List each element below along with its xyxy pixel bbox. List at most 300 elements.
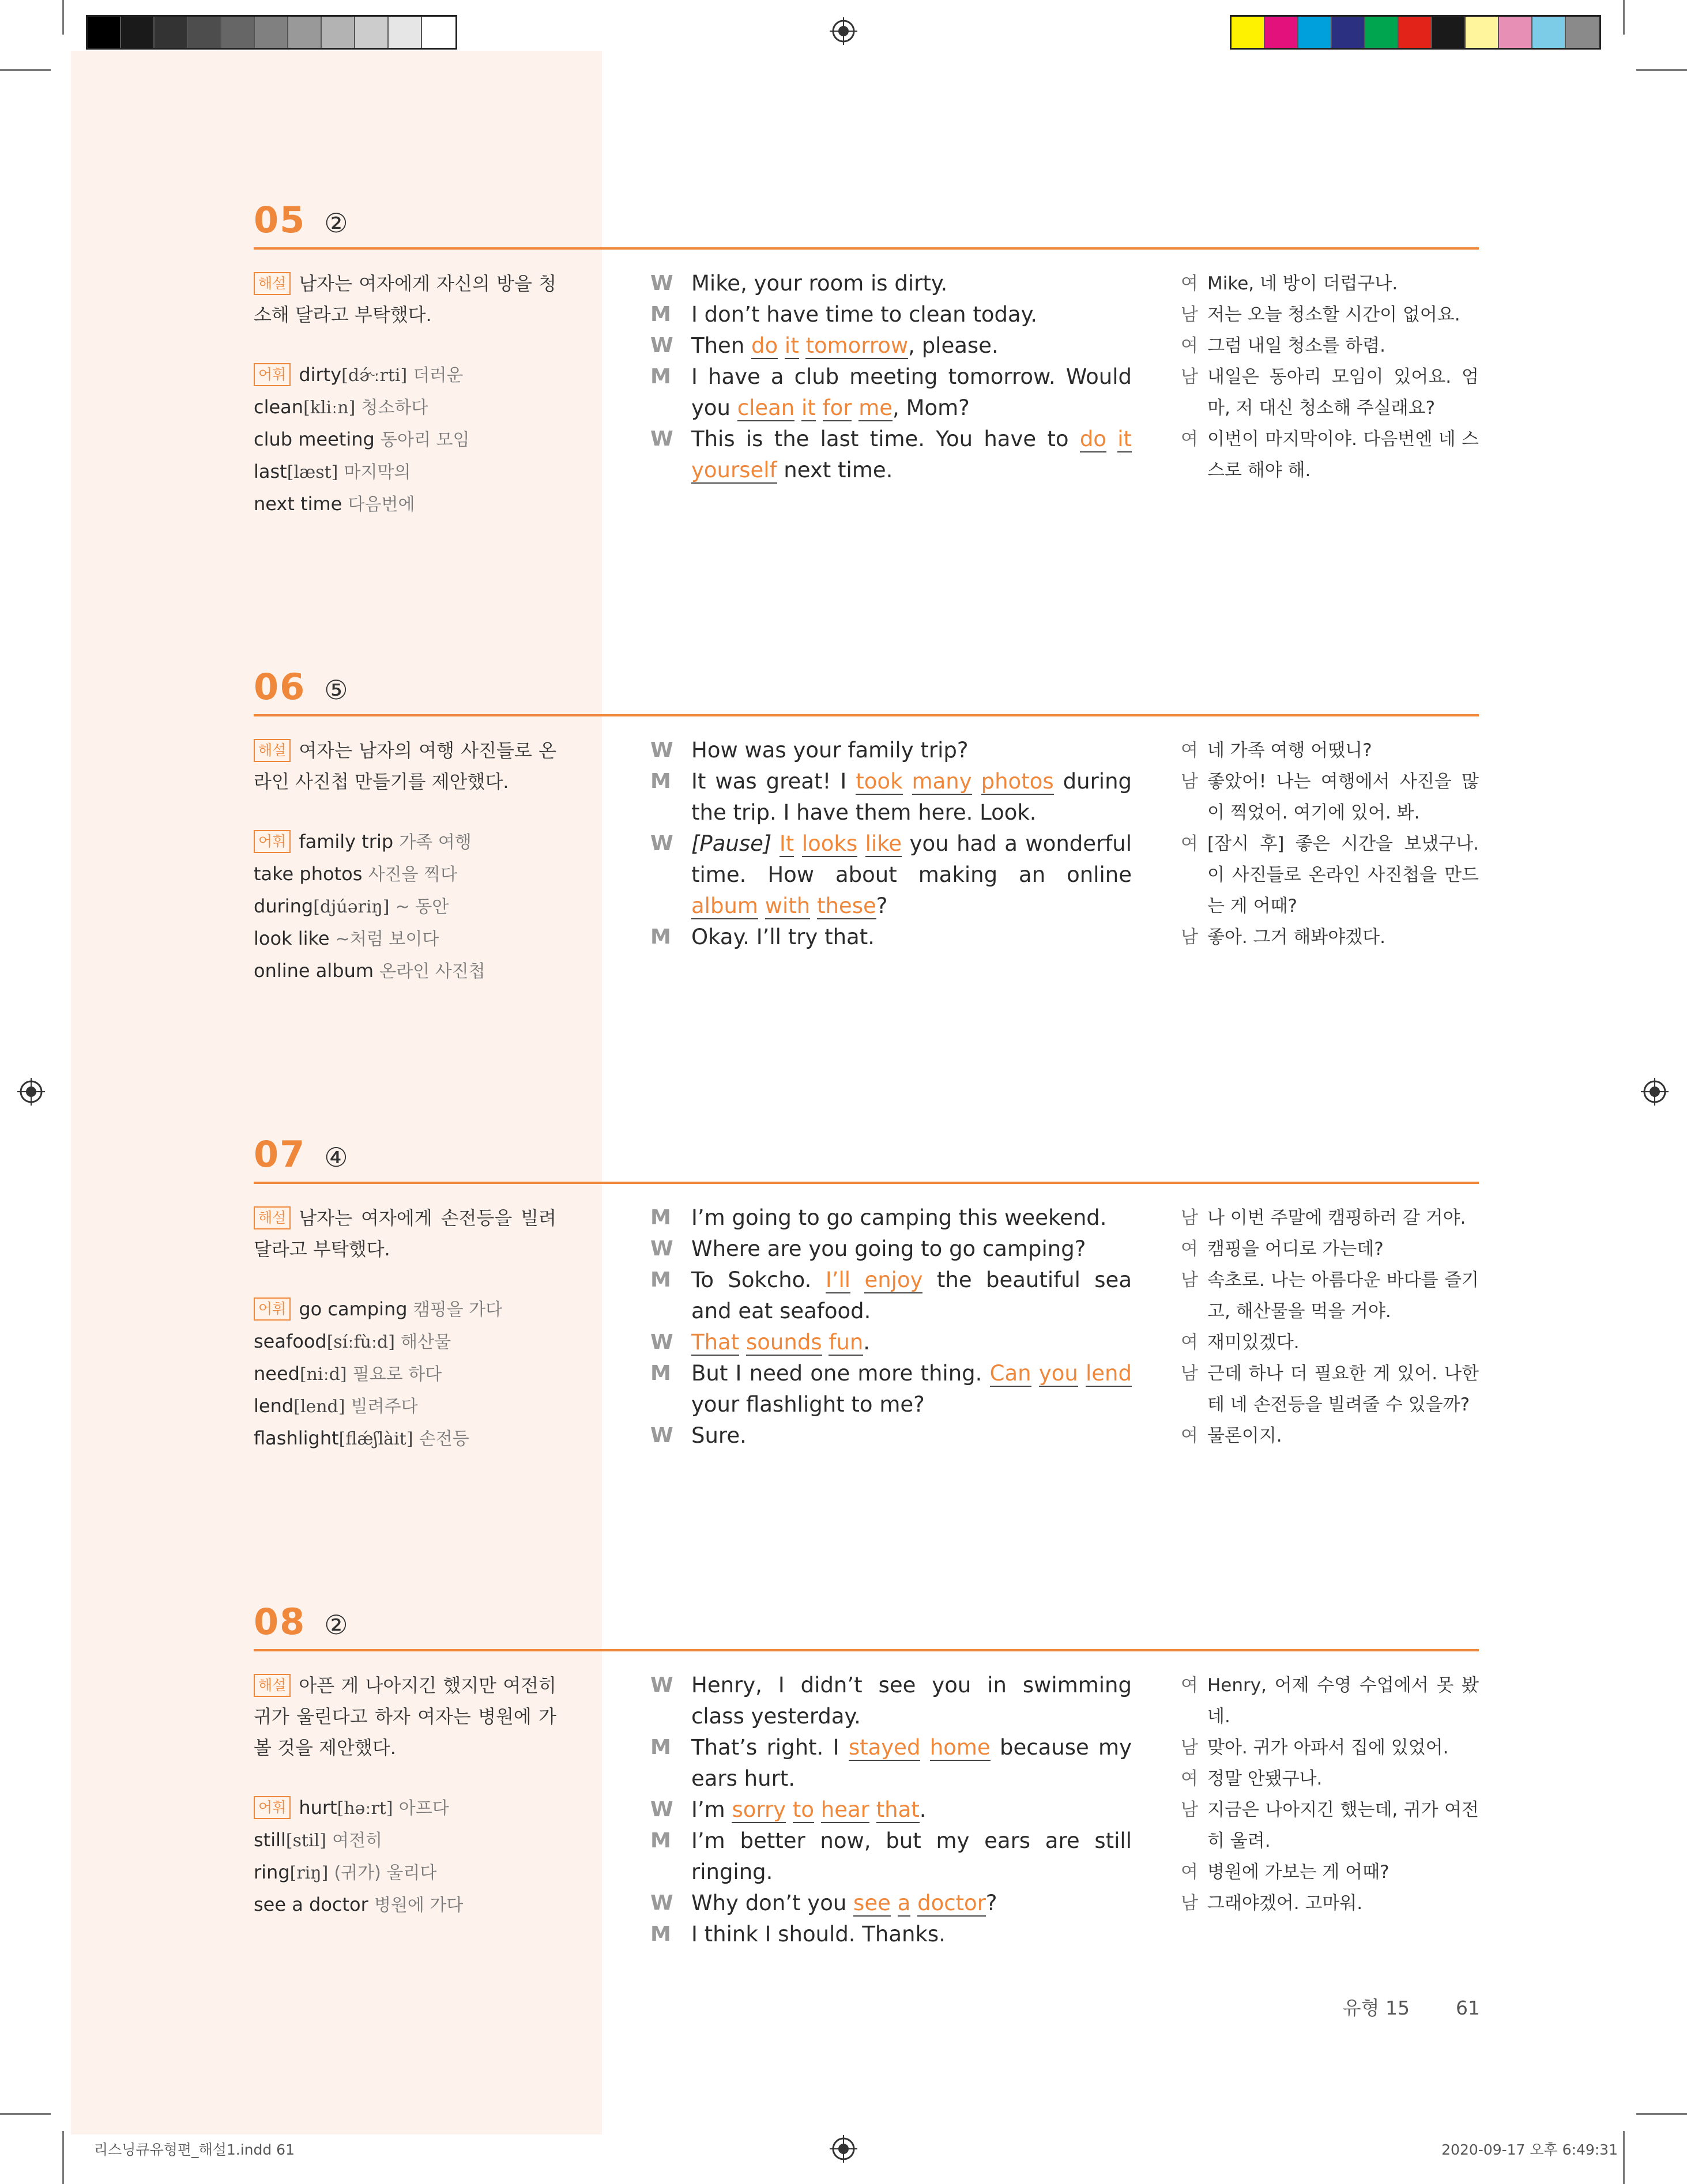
explanation-text: 남자는 여자에게 손전등을 빌려 달라고 부탁했다. — [254, 1207, 556, 1260]
translation-text: 내일은 동아리 모임이 있어요. 엄마, 저 대신 청소해 주실래요? — [1207, 367, 1479, 418]
answer-blank-word: that — [876, 1797, 920, 1822]
dialogue-line — [650, 1358, 1132, 1420]
speaker-label: W — [650, 832, 673, 855]
speaker-label: 남 — [1181, 1800, 1198, 1820]
explanation-block — [254, 1202, 556, 1455]
translation-text: 그럼 내일 청소를 하렴. — [1207, 335, 1385, 356]
dialogue-text: I’m better now, but my ears are still ringing. — [691, 1828, 1132, 1884]
speaker-label: 여 — [1181, 1332, 1198, 1353]
vocab-word: take photos — [254, 863, 363, 885]
vocab-item — [254, 1889, 556, 1921]
vocab-item — [254, 1792, 556, 1824]
color-swatch — [389, 17, 422, 48]
answer-blank-word: a — [897, 1891, 911, 1915]
file-slug: 리스닝큐유형편_해설1.indd 61 — [94, 2141, 295, 2158]
speaker-label: 여 — [1181, 1768, 1198, 1789]
answer-blank-word: do — [751, 333, 778, 358]
translation-line — [1181, 922, 1479, 953]
dialogue-text: I’m going to go camping this weekend. — [691, 1205, 1107, 1230]
question-header — [254, 1133, 348, 1175]
explanation-text: 남자는 여자에게 자신의 방을 청소해 달라고 부탁했다. — [254, 273, 556, 326]
color-swatch — [1298, 17, 1332, 48]
translation-line — [1181, 1234, 1479, 1265]
vocab-word: flashlight — [254, 1427, 339, 1449]
speaker-label: M — [650, 925, 671, 949]
speaker-label: 여 — [1181, 1675, 1198, 1696]
explanation-text: 여자는 남자의 여행 사진들로 온라인 사진첩 만들기를 제안했다. — [254, 740, 556, 793]
dialogue-script — [650, 735, 1132, 953]
translation-text: 나 이번 주말에 캠핑하러 갈 거야. — [1207, 1208, 1466, 1228]
speaker-label: 남 — [1181, 1737, 1198, 1758]
speaker-label: 남 — [1181, 771, 1198, 792]
vocab-item — [254, 359, 556, 391]
vocab-meaning: 여전히 — [332, 1831, 383, 1851]
vocab-item — [254, 858, 556, 891]
speaker-label: 남 — [1181, 304, 1198, 325]
explanation-tag: 해설 — [254, 739, 291, 762]
grayscale-color-bar — [86, 15, 457, 50]
question-header — [254, 666, 348, 708]
translation-line — [1181, 735, 1479, 766]
vocab-meaning: 해산물 — [401, 1332, 451, 1352]
speaker-label: W — [650, 738, 673, 762]
section-divider — [254, 247, 1479, 250]
speaker-label: 여 — [1181, 429, 1198, 450]
dialogue-line — [650, 330, 1132, 361]
vocab-word: hurt — [299, 1797, 337, 1819]
dialogue-text: [Pause] It looks like you had a wonderful time. How about making an online album with these? — [691, 831, 1132, 918]
answer-blank-word: photos — [981, 769, 1054, 794]
dialogue-line — [650, 299, 1132, 330]
translation-text: 그래야겠어. 고마워. — [1207, 1893, 1363, 1914]
question-header — [254, 199, 348, 241]
translation-line — [1181, 1420, 1479, 1451]
answer-blank-word: album — [691, 893, 758, 918]
korean-translation — [1181, 1202, 1479, 1451]
section-divider — [254, 1649, 1479, 1651]
translation-text: 근데 하나 더 필요한 게 있어. 나한테 네 손전등을 빌려줄 수 있을까? — [1207, 1363, 1479, 1415]
vocab-phonetic: [læst] — [287, 462, 338, 482]
vocab-item — [254, 1423, 556, 1455]
question-number: 08 — [254, 1601, 306, 1643]
vocab-phonetic: [riŋ] — [289, 1863, 329, 1883]
answer-blank-word: home — [929, 1735, 991, 1760]
question-number: 05 — [254, 199, 306, 241]
vocab-meaning: 사진을 찍다 — [368, 865, 457, 885]
speaker-label: M — [650, 1922, 671, 1946]
speaker-label: M — [650, 770, 671, 793]
dialogue-text: I don’t have time to clean today. — [691, 302, 1038, 327]
answer-blank-word: It — [779, 831, 794, 856]
vocab-meaning: 아프다 — [398, 1798, 449, 1819]
speaker-label: 여 — [1181, 1239, 1198, 1259]
vocab-tag: 어휘 — [254, 830, 291, 853]
dialogue-text: Then do it tomorrow, please. — [691, 333, 999, 358]
dialogue-line — [650, 1794, 1132, 1825]
speaker-label: 남 — [1181, 927, 1198, 948]
translation-line — [1181, 1732, 1479, 1763]
explanation-tag: 해설 — [254, 1206, 291, 1229]
color-swatch — [322, 17, 355, 48]
translation-line — [1181, 1794, 1479, 1857]
registration-mark-icon — [17, 1078, 45, 1106]
speaker-label: 남 — [1181, 367, 1198, 387]
korean-translation — [1181, 268, 1479, 486]
dialogue-text: Mike, your room is dirty. — [691, 271, 948, 296]
vocab-word: next time — [254, 493, 342, 515]
translation-text: 좋아. 그거 해봐야겠다. — [1207, 927, 1385, 948]
vocab-phonetic: [stil] — [285, 1831, 326, 1851]
color-swatch — [355, 17, 389, 48]
vocab-list — [254, 359, 556, 520]
answer-blank-word: to — [792, 1797, 814, 1822]
translation-line — [1181, 828, 1479, 922]
translation-text: 물론이지. — [1207, 1425, 1282, 1446]
vocab-meaning: 청소하다 — [361, 398, 428, 418]
color-swatch — [288, 17, 322, 48]
question-header — [254, 1601, 348, 1643]
answer-blank-word: hear — [820, 1797, 869, 1822]
vocab-word: online album — [254, 960, 374, 982]
color-swatch — [155, 17, 188, 48]
vocab-meaning: 가족 여행 — [399, 832, 472, 853]
vocab-item — [254, 391, 556, 424]
dialogue-script — [650, 268, 1132, 486]
answer-blank-word: it — [1117, 427, 1132, 451]
answer-blank-word: looks — [801, 831, 858, 856]
vocab-phonetic: [djúəriŋ] — [313, 897, 390, 917]
answer-blank-word: enjoy — [864, 1268, 923, 1292]
translation-text: 재미있겠다. — [1207, 1332, 1300, 1353]
vocab-word: look like — [254, 927, 330, 949]
answer-blank-word: it — [784, 333, 799, 358]
answer-blank-word: I’ll — [825, 1268, 851, 1292]
answer-choice: ⑤ — [324, 674, 348, 706]
dialogue-text: That’s right. I stayed home because my ears hurt. — [691, 1735, 1132, 1791]
translation-line — [1181, 1763, 1479, 1794]
speaker-label: 여 — [1181, 1425, 1198, 1446]
translation-line — [1181, 1265, 1479, 1327]
color-swatch — [1399, 17, 1432, 48]
vocab-list — [254, 1792, 556, 1921]
translation-text: Mike, 네 방이 더럽구나. — [1207, 273, 1398, 294]
vocab-item — [254, 1326, 556, 1358]
color-swatch — [1332, 17, 1365, 48]
vocab-word: need — [254, 1363, 300, 1385]
color-swatch — [1432, 17, 1466, 48]
dialogue-text: I’m sorry to hear that. — [691, 1797, 927, 1822]
question-number: 07 — [254, 1133, 306, 1175]
vocab-word: lend — [254, 1395, 294, 1417]
question-number: 06 — [254, 666, 306, 708]
section-divider — [254, 1182, 1479, 1184]
dialogue-line — [650, 1732, 1132, 1794]
answer-blank-word: with — [765, 893, 811, 918]
translation-line — [1181, 1327, 1479, 1358]
vocab-meaning: 병원에 가다 — [374, 1895, 464, 1915]
answer-blank-word: Can — [989, 1361, 1031, 1386]
speaker-label: W — [650, 1237, 673, 1261]
dialogue-line — [650, 828, 1132, 922]
speaker-label: M — [650, 1829, 671, 1853]
vocab-meaning: ~처럼 보이다 — [335, 929, 439, 949]
vocab-meaning: 더러운 — [413, 365, 464, 386]
answer-blank-word: many — [912, 769, 972, 794]
translation-text: 정말 안됐구나. — [1207, 1768, 1323, 1789]
vocab-word: go camping — [299, 1298, 408, 1320]
vocab-meaning: 다음번에 — [348, 495, 415, 515]
translation-text: [잠시 후] 좋은 시간을 보냈구나. 이 사진들로 온라인 사진첩을 만드는 게 어때? — [1207, 833, 1479, 916]
answer-blank-word: sounds — [746, 1330, 822, 1355]
crop-mark — [1636, 2113, 1687, 2115]
speaker-label: 남 — [1181, 1270, 1198, 1291]
vocab-item — [254, 1390, 556, 1423]
vocab-meaning: 온라인 사진첩 — [379, 961, 485, 982]
dialogue-line — [650, 424, 1132, 486]
translation-line — [1181, 299, 1479, 330]
vocab-word: see a doctor — [254, 1893, 368, 1915]
translation-line — [1181, 1888, 1479, 1919]
vocab-phonetic: [flǽʃlàit] — [338, 1429, 413, 1449]
vocab-item — [254, 424, 556, 456]
answer-blank-word: do — [1079, 427, 1106, 451]
vocab-word: dirty — [299, 364, 342, 386]
vocab-item — [254, 891, 556, 923]
dialogue-line — [650, 1420, 1132, 1451]
speaker-label: W — [650, 1891, 673, 1915]
registration-mark-icon — [830, 17, 857, 45]
vocab-word: clean — [254, 396, 304, 418]
dialogue-line — [650, 1202, 1132, 1234]
section-divider — [254, 714, 1479, 716]
answer-blank-word: me — [858, 395, 893, 420]
color-swatch — [1265, 17, 1298, 48]
answer-blank-word: fun — [829, 1330, 864, 1355]
vocab-phonetic: [lend] — [293, 1397, 345, 1417]
speaker-label: M — [650, 365, 671, 388]
page-footer — [1343, 1993, 1480, 2020]
speaker-label: W — [650, 1424, 673, 1447]
speaker-label: W — [650, 1673, 673, 1697]
color-swatch — [88, 17, 121, 48]
vocab-phonetic: [dɚ́ːrti] — [341, 365, 408, 386]
vocab-item — [254, 1857, 556, 1889]
speaker-label: 여 — [1181, 335, 1198, 356]
translation-text: 병원에 가보는 게 어때? — [1207, 1862, 1389, 1883]
dialogue-line — [650, 922, 1132, 953]
vocab-item — [254, 1293, 556, 1326]
dialogue-line — [650, 1888, 1132, 1919]
explanation-tag: 해설 — [254, 1674, 291, 1697]
speaker-label: M — [650, 1361, 671, 1385]
vocab-meaning: ~ 동안 — [395, 897, 449, 917]
speaker-label: M — [650, 1736, 671, 1759]
vocab-item — [254, 456, 556, 488]
process-color-bar — [1230, 15, 1601, 50]
vocab-word: during — [254, 895, 314, 917]
vocab-list — [254, 1293, 556, 1455]
dialogue-text: But I need one more thing. Can you lend your flashlight to me? — [691, 1361, 1132, 1417]
dialogue-text: This is the last time. You have to do it yourself next time. — [691, 427, 1132, 482]
color-swatch — [422, 17, 455, 48]
crop-mark — [1623, 2131, 1625, 2184]
dialogue-line — [650, 1327, 1132, 1358]
vocab-tag: 어휘 — [254, 1796, 291, 1819]
translation-text: 맞아. 귀가 아파서 집에 있었어. — [1207, 1737, 1449, 1758]
crop-mark — [0, 69, 51, 71]
vocab-word: last — [254, 461, 287, 482]
speaker-label: W — [650, 1798, 673, 1821]
speaker-label: 여 — [1181, 273, 1198, 294]
dialogue-text: I have a club meeting tomorrow. Would you clean it for me, Mom? — [691, 364, 1132, 420]
color-swatch — [188, 17, 221, 48]
crop-mark — [62, 0, 64, 35]
vocab-meaning: 손전등 — [419, 1429, 469, 1449]
dialogue-text: Henry, I didn’t see you in swimming class yesterday. — [691, 1673, 1132, 1729]
speaker-label: 여 — [1181, 1862, 1198, 1883]
speaker-label: M — [650, 1268, 671, 1292]
translation-text: Henry, 어제 수영 수업에서 못 봤네. — [1207, 1675, 1479, 1727]
vocab-word: club meeting — [254, 428, 375, 450]
dialogue-text: Sure. — [691, 1423, 747, 1448]
explanation-block — [254, 1670, 556, 1921]
speaker-label: 남 — [1181, 1208, 1198, 1228]
dialogue-text: To Sokcho. I’ll enjoy the beautiful sea and eat seafood. — [691, 1268, 1132, 1323]
translation-line — [1181, 361, 1479, 424]
registration-mark-icon — [830, 2135, 857, 2163]
translation-text: 좋았어! 나는 여행에서 사진을 많이 찍었어. 여기에 있어. 봐. — [1207, 771, 1479, 823]
answer-blank-word: you — [1038, 1361, 1078, 1386]
translation-text: 네 가족 여행 어땠니? — [1207, 740, 1372, 761]
translation-line — [1181, 1857, 1479, 1888]
type-label: 유형 15 — [1342, 1997, 1410, 2019]
dialogue-line — [650, 1919, 1132, 1950]
vocab-phonetic: [həːrt] — [337, 1798, 393, 1819]
translation-line — [1181, 424, 1479, 486]
dialogue-text: It was great! I took many photos during the trip. I have them here. Look. — [691, 769, 1132, 825]
vocab-meaning: 빌려주다 — [351, 1397, 418, 1417]
dialogue-text: Okay. I’ll try that. — [691, 925, 875, 949]
color-swatch — [1232, 17, 1265, 48]
dialogue-text: That sounds fun. — [691, 1330, 871, 1355]
crop-mark — [62, 2131, 64, 2184]
dialogue-line — [650, 1670, 1132, 1732]
answer-choice: ② — [324, 1609, 348, 1640]
answer-blank-word: for — [822, 395, 852, 420]
answer-choice: ④ — [324, 1142, 348, 1173]
speaker-label: W — [650, 334, 673, 357]
dialogue-line — [650, 766, 1132, 828]
dialogue-text: Why don’t you see a doctor? — [691, 1891, 997, 1915]
dialogue-line — [650, 1234, 1132, 1265]
vocab-meaning: 캠핑을 가다 — [413, 1300, 503, 1320]
vocab-phonetic: [kliːn] — [303, 398, 356, 418]
color-swatch — [255, 17, 288, 48]
color-swatch — [1365, 17, 1399, 48]
translation-line — [1181, 330, 1479, 361]
speaker-label: M — [650, 1206, 671, 1229]
vocab-item — [254, 923, 556, 955]
vocab-meaning: (귀가) 울리다 — [334, 1863, 437, 1883]
explanation-block — [254, 735, 556, 987]
color-swatch — [121, 17, 155, 48]
translation-text: 지금은 나아지긴 했는데, 귀가 여전히 울려. — [1207, 1800, 1479, 1851]
vocab-meaning: 동아리 모임 — [381, 430, 470, 450]
answer-blank-word: took — [856, 769, 903, 794]
speaker-label: W — [650, 427, 673, 451]
color-swatch — [1499, 17, 1532, 48]
dialogue-line — [650, 1825, 1132, 1888]
vocab-item — [254, 488, 556, 520]
crop-mark — [1623, 0, 1625, 35]
answer-blank-word: stayed — [848, 1735, 921, 1760]
translation-line — [1181, 1202, 1479, 1234]
translation-text: 이번이 마지막이야. 다음번엔 네 스스로 해야 해. — [1207, 429, 1479, 481]
vocab-tag: 어휘 — [254, 363, 291, 386]
korean-translation — [1181, 1670, 1479, 1919]
vocab-phonetic: [niːd] — [299, 1364, 347, 1385]
answer-blank-word: these — [816, 893, 876, 918]
registration-mark-icon — [1641, 1078, 1669, 1106]
vocab-item — [254, 1824, 556, 1857]
vocab-tag: 어휘 — [254, 1297, 291, 1321]
answer-blank-word: lend — [1086, 1361, 1132, 1386]
vocab-word: family trip — [299, 831, 394, 853]
translation-line — [1181, 268, 1479, 299]
answer-blank-word: sorry — [732, 1797, 786, 1822]
dialogue-text: I think I should. Thanks. — [691, 1922, 946, 1947]
dialogue-script — [650, 1202, 1132, 1451]
translation-line — [1181, 1358, 1479, 1420]
translation-text: 속초로. 나는 아름다운 바다를 즐기고, 해산물을 먹을 거야. — [1207, 1270, 1479, 1322]
vocab-meaning: 마지막의 — [344, 462, 411, 482]
explanation-text: 아픈 게 나아지긴 했지만 여전히 귀가 울린다고 하자 여자는 병원에 가볼 것을 제안했다. — [254, 1674, 556, 1759]
dialogue-text: How was your family trip? — [691, 738, 969, 763]
speaker-label: 남 — [1181, 1363, 1198, 1384]
answer-blank-word: it — [801, 395, 816, 420]
answer-blank-word: clean — [737, 395, 795, 420]
answer-blank-word: like — [865, 831, 902, 856]
translation-line — [1181, 1670, 1479, 1732]
dialogue-line — [650, 268, 1132, 299]
crop-mark — [0, 2113, 51, 2115]
color-swatch — [221, 17, 255, 48]
speaker-label: W — [650, 271, 673, 295]
vocab-word: ring — [254, 1861, 290, 1883]
dialogue-script — [650, 1670, 1132, 1950]
dialogue-text: Where are you going to go camping? — [691, 1236, 1086, 1261]
page-number: 61 — [1456, 1997, 1480, 2019]
speaker-label: W — [650, 1330, 673, 1354]
answer-blank-word: see — [853, 1891, 891, 1915]
color-swatch — [1566, 17, 1599, 48]
korean-translation — [1181, 735, 1479, 953]
dialogue-line — [650, 1265, 1132, 1327]
speaker-label: 남 — [1181, 1893, 1198, 1914]
speaker-label: 여 — [1181, 740, 1198, 761]
stage-direction: [Pause] — [691, 831, 772, 856]
explanation-tag: 해설 — [254, 272, 291, 295]
crop-mark — [1636, 69, 1687, 71]
vocab-item — [254, 826, 556, 858]
vocab-phonetic: [síːfùːd] — [326, 1332, 395, 1352]
speaker-label: M — [650, 303, 671, 326]
color-swatch — [1466, 17, 1499, 48]
answer-blank-word: yourself — [691, 458, 777, 482]
translation-line — [1181, 766, 1479, 828]
answer-blank-word: That — [691, 1330, 740, 1355]
answer-choice: ② — [324, 208, 348, 239]
